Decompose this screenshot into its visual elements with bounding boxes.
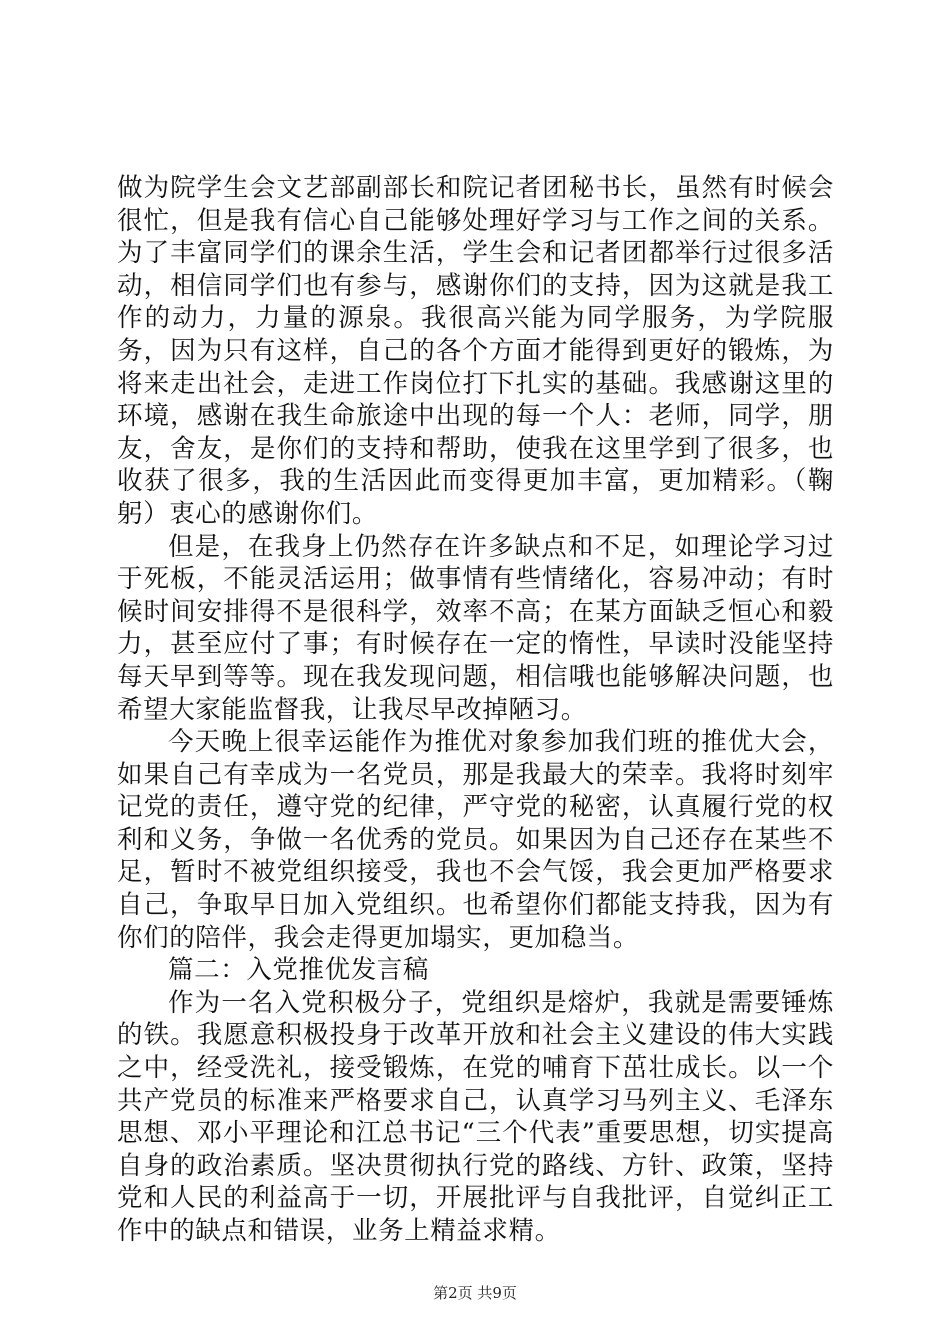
page-footer: 第2页 共9页 — [433, 1284, 517, 1302]
paragraph-activist-pledge: 作为一名入党积极分子，党组织是熔炉，我就是需要锤炼的铁。我愿意积极投身于改革开放和社会主义建设的伟大实践之中，经受洗礼，接受锻炼，在党的哺育下茁壮成长。以一个共产党员的标准来严格要求自己，认真学习马列主义、毛泽东思想、邓小平理论和江总书记“三个代表”重要思想，切实提高自身的政治素质。坚决贯彻执行党的路线、方针、政策，坚持党和人民的利益高于一切，开展批评与自我批评，自觉纠正工作中的缺点和错误，业务上精益求精。 — [117, 987, 834, 1246]
document-body — [117, 172, 834, 1248]
paragraph-shortcomings: 但是，在我身上仍然存在许多缺点和不足，如理论学习过于死板，不能灵活运用；做事情有些情绪化，容易冲动；有时候时间安排得不是很科学，效率不高；在某方面缺乏恒心和毅力，甚至应付了事；有时候存在一定的惰性，早读时没能坚持每天早到等等。现在我发现问题，相信哦也能够解决问题，也希望大家能监督我，让我尽早改掉陋习。 — [117, 531, 834, 725]
paragraph-party-commitment: 今天晚上很幸运能作为推优对象参加我们班的推优大会，如果自己有幸成为一名党员，那是我最大的荣幸。我将时刻牢记党的责任，遵守党的纪律，严守党的秘密，认真履行党的权利和义务，争做一名优秀的党员。如果因为自己还存在某些不足，暂时不被党组织接受，我也不会气馁，我会更加严格要求自己，争取早日加入党组织。也希望你们都能支持我，因为有你们的陪伴，我会走得更加塌实，更加稳当。 — [117, 727, 834, 953]
paragraph-service-thanks: 做为院学生会文艺部副部长和院记者团秘书长，虽然有时候会很忙，但是我有信心自己能够处理好学习与工作之间的关系。为了丰富同学们的课余生活，学生会和记者团都举行过很多活动，相信同学们也有参与，感谢你们的支持，因为这就是我工作的动力，力量的源泉。我很高兴能为同学服务，为学院服务，因为只有这样，自己的各个方面才能得到更好的锻炼，为将来走出社会，走进工作岗位打下扎实的基础。我感谢这里的环境，感谢在我生命旅途中出现的每一个人：老师，同学，朋友，舍友，是你们的支持和帮助，使我在这里学到了很多，也收获了很多，我的生活因此而变得更加丰富，更加精彩。（鞠躬）衷心的感谢你们。 — [117, 173, 834, 529]
section-heading: 篇二：入党推优发言稿 — [168, 955, 430, 986]
